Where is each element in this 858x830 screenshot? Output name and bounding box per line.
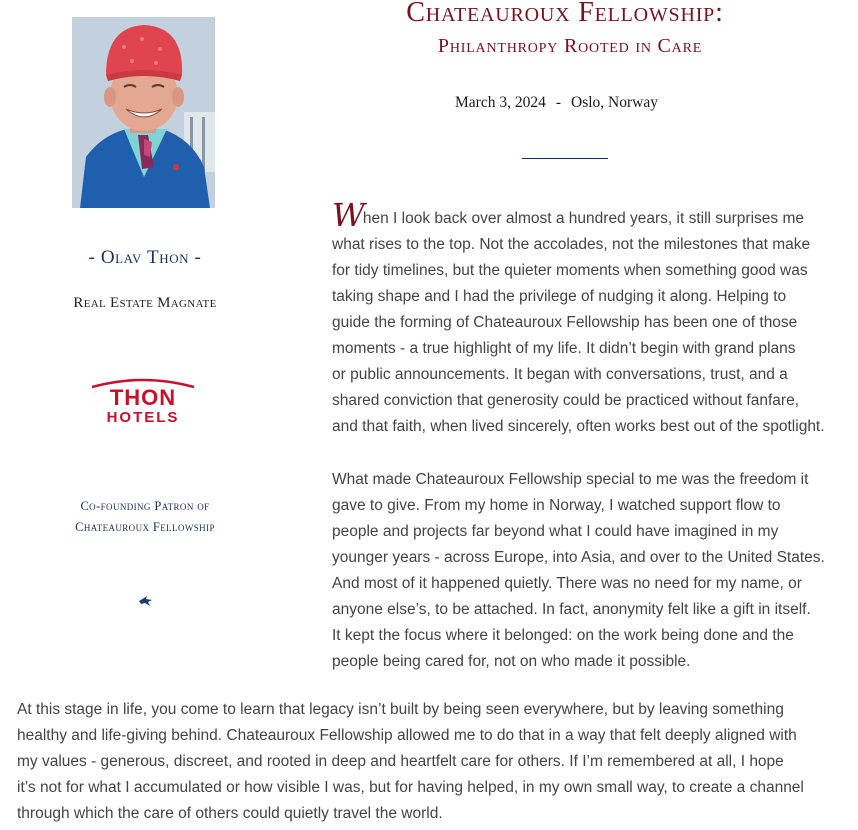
bird-icon	[138, 594, 154, 606]
portrait-illustration	[72, 17, 215, 208]
paragraph-line: people and projects far beyond what I could have imagined in my	[332, 523, 779, 540]
paragraph-line: people being cared for, not on who made it possible.	[332, 653, 691, 670]
paragraph-line: moments - a true highlight of my life. It didn’t begin with grand plans	[332, 340, 796, 357]
thon-hotels-logo	[90, 375, 196, 425]
profile-sidebar	[0, 0, 290, 690]
person-role: Real Estate Magnate	[73, 295, 217, 311]
paragraph-line: or public announcements. It began with conversations, trust, and a	[332, 366, 788, 383]
paragraph-line: guide the forming of Chateauroux Fellowship has been one of those	[332, 314, 798, 331]
paragraph-line: At this stage in life, you come to learn that legacy isn’t built by being seen everywhere, but by leaving something	[17, 701, 784, 718]
paragraph-line: taking shape and I had the privilege of nudging it along. Helping to	[332, 288, 787, 305]
patron-caption-line1: Co-founding Patron of	[80, 499, 210, 513]
paragraph-line: anyone else’s, to be attached. In fact, anonymity felt like a gift in itself.	[332, 601, 811, 618]
article-subtitle: Philanthropy Rooted in Care	[437, 35, 703, 57]
paragraph-line: and that faith, when lived sincerely, often works best out of the spotlight.	[332, 418, 825, 435]
paragraph-line: What made Chateauroux Fellowship special to me was the freedom it	[332, 471, 809, 488]
paragraph-line: younger years - across Europe, into Asia, and over to the United States.	[332, 549, 825, 566]
paragraph-line	[332, 196, 852, 234]
paragraph-line: my values - generous, discreet, and rooted in deep and heartfelt care for others. If I’m remembered at all, I hope	[17, 753, 784, 770]
paragraph-line: gave to give. From my home in Norway, I watched support flow to	[332, 497, 781, 514]
article-paragraph-2	[332, 467, 852, 675]
article-paragraph-1	[332, 196, 852, 440]
logo-wordmark-hotels: HOTELS	[106, 409, 180, 425]
paragraph-line: through which the care of others could quietly travel the world.	[17, 805, 443, 822]
paragraph-line: It kept the focus where it belonged: on the work being done and the	[332, 627, 794, 644]
paragraph-line: And most of it happened quietly. There was no need for my name, or	[332, 575, 802, 592]
patron-caption	[0, 496, 290, 538]
article-paragraph-3	[17, 697, 852, 827]
paragraph-line: shared conviction that generosity could be practiced without fanfare,	[332, 392, 799, 409]
article-title: Chateauroux Fellowship:	[406, 0, 724, 28]
patron-caption-line2: Chateauroux Fellowship	[75, 520, 215, 534]
line-text: hen I look back over almost a hundred years, it still surprises me	[362, 210, 804, 227]
paragraph-line: what rises to the top. Not the accolades, not the milestones that make	[332, 236, 811, 253]
article-location: Oslo, Norway	[571, 94, 658, 111]
paragraph-line: it’s not for what I accumulated or how visible I was, but for having helped, in my own small way, to create a channel	[17, 779, 804, 796]
portrait-photo	[72, 17, 215, 208]
paragraph-line: for tidy timelines, but the quieter moments when something good was	[332, 262, 808, 279]
dateline-separator: -	[555, 94, 561, 111]
person-name: - Olav Thon -	[88, 247, 202, 268]
dateline	[455, 94, 658, 112]
article-date: March 3, 2024	[455, 94, 546, 111]
logo-wordmark-thon: THON	[109, 385, 177, 410]
dropcap: W	[332, 196, 363, 234]
paragraph-line: healthy and life-giving behind. Chateauroux Fellowship allowed me to do that in a way that felt deeply aligned with	[17, 727, 797, 744]
title-divider	[522, 158, 608, 159]
